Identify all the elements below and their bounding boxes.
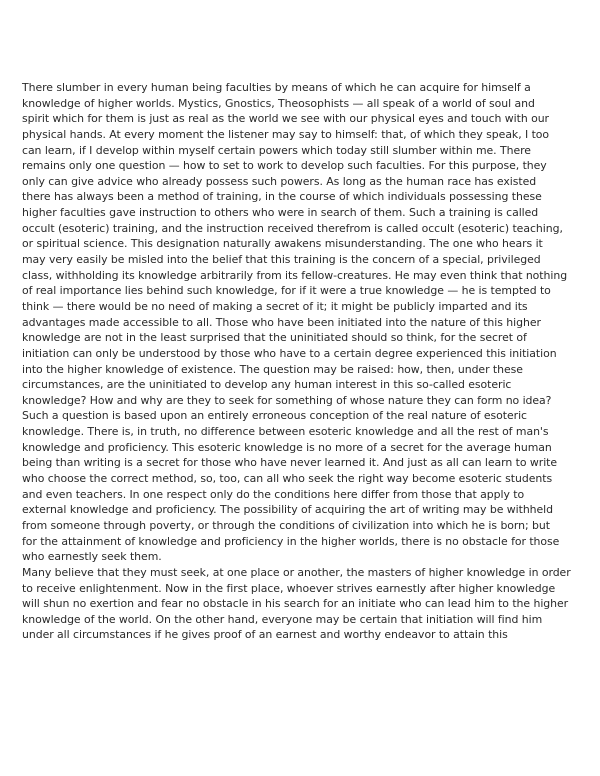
- text-line: and even teachers. In one respect only do the conditions here differ from those that apply to: [22, 487, 525, 501]
- text-line: occult (esoteric) training, and the instruction received therefrom is called occult (esoteric) teaching,: [22, 221, 563, 235]
- text-line: higher faculties gave instruction to others who were in search of them. Such a training is called: [22, 206, 539, 220]
- text-line: knowledge of the world. On the other hand, everyone may be certain that initiation will find him: [22, 612, 543, 626]
- text-line: There slumber in every human being faculties by means of which he can acquire for himself a: [22, 81, 531, 94]
- text-line: knowledge. There is, in truth, no difference between esoteric knowledge and all the rest of man's: [22, 425, 549, 439]
- text-line: or spiritual science. This designation naturally awakens misunderstanding. The one who hears it: [22, 237, 543, 251]
- text-line: may very easily be misled into the belief that this training is the concern of a special, privileged: [22, 253, 541, 267]
- text-line: from someone through poverty, or through the conditions of civilization into which he is born; but: [22, 518, 550, 532]
- document-body: [22, 80, 580, 643]
- text-line: who earnestly seek them.: [22, 550, 162, 564]
- text-line: to receive enlightenment. Now in the first place, whoever strives earnestly after higher knowledge: [22, 581, 556, 595]
- text-line: there has always been a method of training, in the course of which individuals possessing these: [22, 190, 542, 204]
- text-line: knowledge? How and why are they to seek for something of whose nature they can form no idea?: [22, 393, 552, 407]
- text-line: advantages made accessible to all. Those who have been initiated into the nature of this higher: [22, 315, 541, 329]
- text-line: knowledge are not in the least surprised that the uninitiated should so think, for the secret of: [22, 331, 527, 345]
- text-line: spirit which for them is just as real as the world we see with our physical eyes and touch with our: [22, 112, 549, 126]
- text-line: remains only one question — how to set to work to develop such faculties. For this purpose, they: [22, 159, 547, 173]
- text-line: of real importance lies behind such knowledge, for if it were a true knowledge — he is tempted to: [22, 284, 551, 298]
- text-line: class, withholding its knowledge arbitrarily from its fellow-creatures. He may even think that nothing: [22, 268, 568, 282]
- text-line: into the higher knowledge of existence. The question may be raised: how, then, under these: [22, 362, 523, 376]
- text-line: will shun no exertion and fear no obstacle in his search for an initiate who can lead him to the higher: [22, 597, 569, 611]
- text-line: initiation can only be understood by those who have to a certain degree experienced this initiation: [22, 346, 557, 360]
- text-line: physical hands. At every moment the listener may say to himself: that, of which they speak, I too: [22, 127, 550, 141]
- text-line: Many believe that they must seek, at one place or another, the masters of higher knowledge in order: [22, 565, 571, 579]
- text-line: who choose the correct method, so, too, can all who seek the right way become esoteric students: [22, 472, 553, 486]
- text-line: knowledge of higher worlds. Mystics, Gnostics, Theosophists — all speak of a world of soul and: [22, 96, 535, 110]
- text-line: knowledge and proficiency. This esoteric knowledge is no more of a secret for the average human: [22, 440, 552, 454]
- text-line: can learn, if I develop within myself certain powers which today still slumber within me. There: [22, 143, 531, 157]
- text-line: for the attainment of knowledge and proficiency in the higher worlds, there is no obstacle for those: [22, 534, 560, 548]
- text-line: circumstances, are the uninitiated to develop any human interest in this so-called esoteric: [22, 378, 512, 392]
- text-line: only can give advice who already possess such powers. As long as the human race has existed: [22, 174, 537, 188]
- text-line: being than writing is a secret for those who have never learned it. And just as all can learn to write: [22, 456, 558, 470]
- text-line: Such a question is based upon an entirely erroneous conception of the real nature of esoteric: [22, 409, 527, 423]
- text-line: external knowledge and proficiency. The possibility of acquiring the art of writing may be withheld: [22, 503, 554, 517]
- text-line: under all circumstances if he gives proof of an earnest and worthy endeavor to attain this: [22, 628, 508, 642]
- text-line: think — there would be no need of making a secret of it; it might be publicly imparted and its: [22, 299, 528, 313]
